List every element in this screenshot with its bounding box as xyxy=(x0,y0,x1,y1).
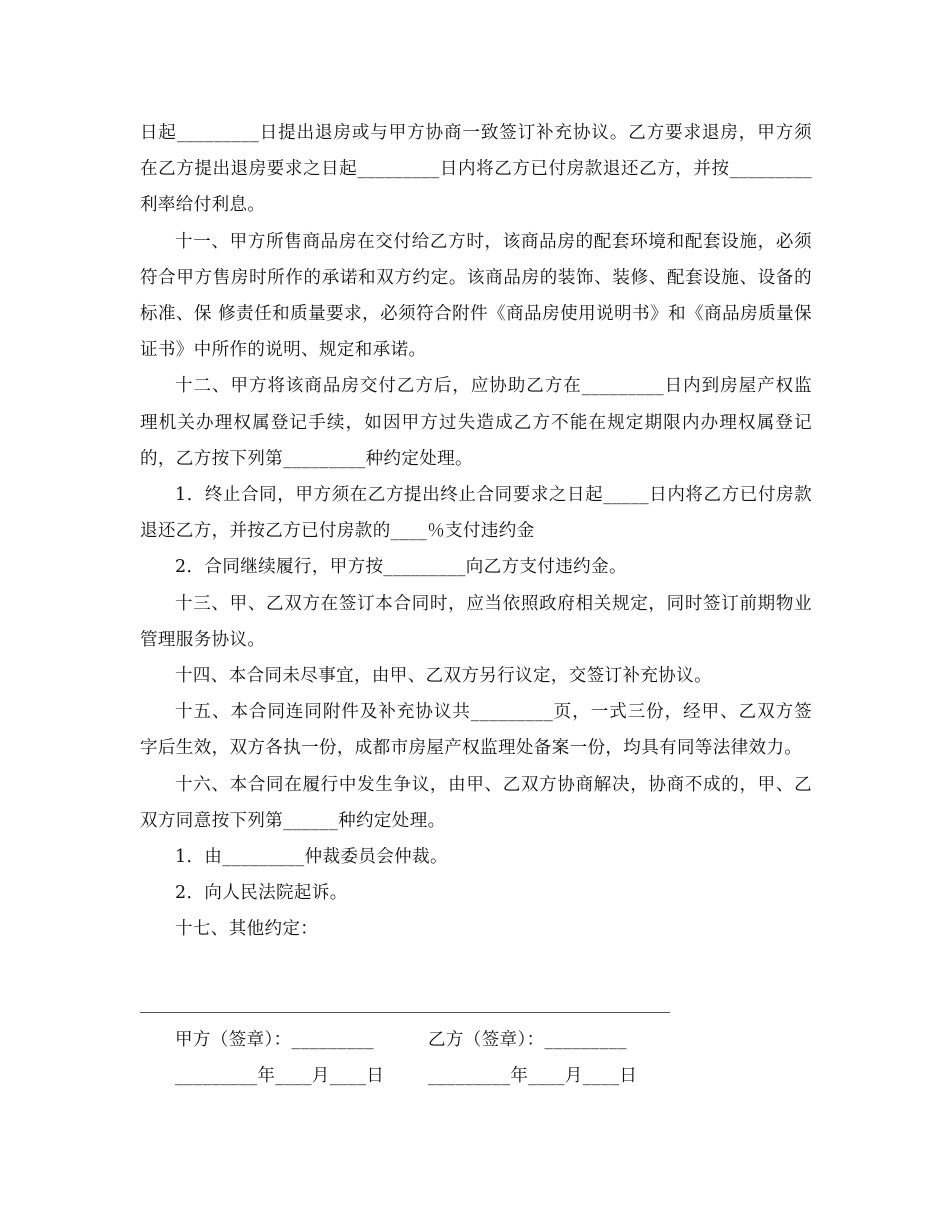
party-a-date: _________年____月____日 xyxy=(175,1066,385,1086)
paragraph-clause-16: 十六、本合同在履行中发生争议，由甲、乙双方协商解决，协商不成的，甲、乙双方同意按下列第______种约定处理。 xyxy=(140,774,812,831)
paragraph-clause-16-option-1: 1．由_________仲裁委员会仲裁。 xyxy=(175,847,448,868)
party-b-date: _________年____月____日 xyxy=(428,1066,638,1086)
paragraph-clause-17: 十七、其他约定： xyxy=(175,919,319,940)
party-a-signature-label: 甲方（签章）：_________ xyxy=(175,1030,374,1050)
other-terms-underline xyxy=(140,1012,670,1013)
paragraph-clause-14: 十四、本合同未尽事宜，由甲、乙双方另行议定，交签订补充协议。 xyxy=(175,666,712,687)
paragraph-clause-10-continued: 日起_________日提出退房或与甲方协商一致签订补充协议。乙方要求退房，甲方须在乙方提出退房要求之日起_________日内将乙方已付房款退还乙方，并按_________利率给付利息。 xyxy=(140,123,812,216)
paragraph-clause-12-option-1: 1．终止合同，甲方须在乙方提出终止合同要求之日起_____日内将乙方已付房款退还乙方，并按乙方已付房款的____％支付违约金 xyxy=(140,485,812,542)
paragraph-clause-12: 十二、甲方将该商品房交付乙方后，应协助乙方在_________日内到房屋产权监理机关办理权属登记手续，如因甲方过失造成乙方不能在规定期限内办理权属登记的，乙方按下列第_________种约定处理。 xyxy=(140,376,812,469)
paragraph-clause-11: 十一、甲方所售商品房在交付给乙方时，该商品房的配套环境和配套设施，必须符合甲方售房时所作的承诺和双方约定。该商品房的装饰、装修、配套设施、设备的标准、保 修责任和质量要求，必须符合附件《商品房使用说明书》和《商品房质量保证书》中所作的说明、规定和承诺。 xyxy=(140,231,812,361)
paragraph-clause-12-option-2: 2．合同继续履行，甲方按_________向乙方支付违约金。 xyxy=(175,557,627,578)
paragraph-clause-13: 十三、甲、乙双方在签订本合同时，应当依照政府相关规定，同时签订前期物业管理服务协议。 xyxy=(140,593,812,650)
paragraph-clause-16-option-2: 2．向人民法院起诉。 xyxy=(175,883,348,904)
party-b-signature-label: 乙方（签章）：_________ xyxy=(428,1030,627,1050)
paragraph-clause-15: 十五、本合同连同附件及补充协议共_________页，一式三份，经甲、乙双方签字后生效，双方各执一份，成都市房屋产权监理处备案一份，均具有同等法律效力。 xyxy=(140,702,812,759)
contract-body xyxy=(140,115,812,948)
